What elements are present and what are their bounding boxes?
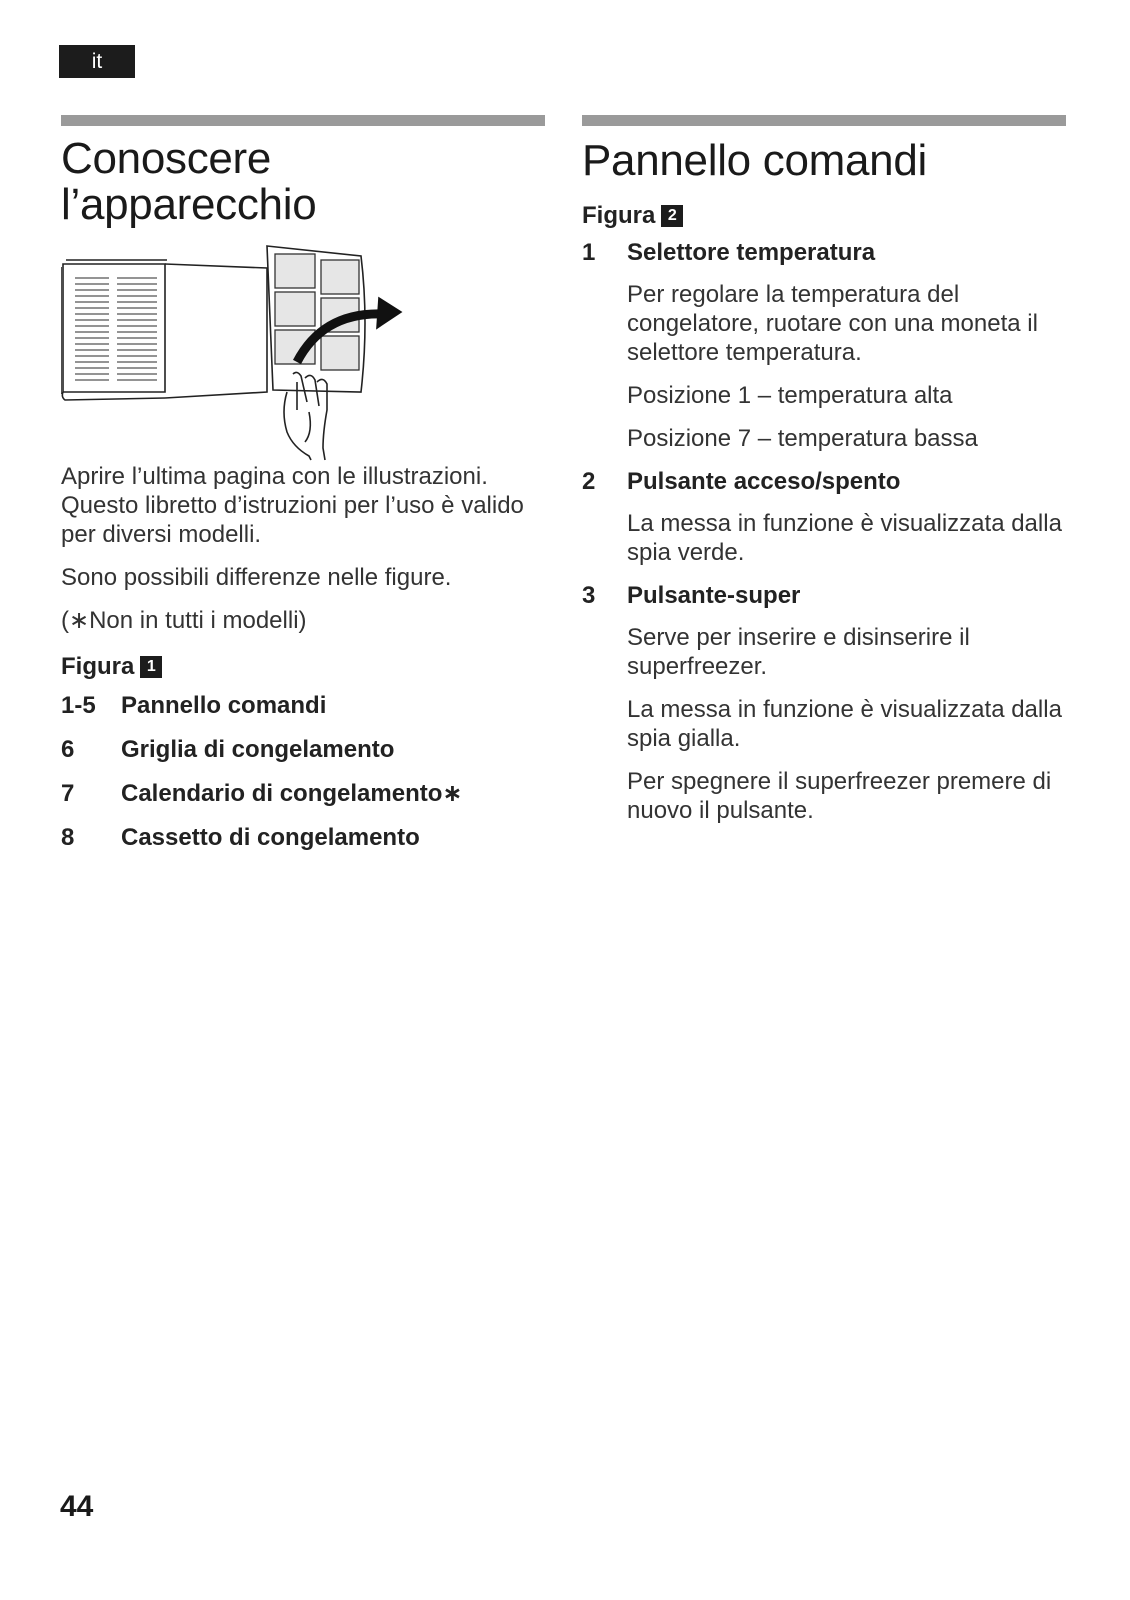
paragraph: La messa in funzione è visualizzata dalla spia verde. xyxy=(627,510,1062,566)
figure-label: Figura xyxy=(61,653,135,680)
list-item xyxy=(61,823,541,852)
item-label: Pulsante acceso/spento xyxy=(627,468,901,495)
intro-text: Aprire l’ultima pagina con le illustrazioni. Questo libretto d’istruzioni per l’uso è valido per diversi modelli. xyxy=(61,463,524,548)
item-number: 7 xyxy=(61,780,75,807)
list-item xyxy=(61,735,541,764)
paragraph: Posizione 1 – temperatura alta xyxy=(627,382,953,409)
list-item xyxy=(61,691,541,720)
control-description xyxy=(582,623,1062,825)
title-line-2: l’apparecchio xyxy=(61,180,317,229)
control-description xyxy=(582,280,1062,453)
item-number: 1-5 xyxy=(61,692,96,719)
control-heading xyxy=(582,467,1062,496)
figures-note: Sono possibili differenze nelle figure. xyxy=(61,564,452,591)
paragraph: Per spegnere il superfreezer premere di nuovo il pulsante. xyxy=(627,768,1052,824)
item-number: 2 xyxy=(582,468,596,495)
control-heading xyxy=(582,238,1062,267)
list-item xyxy=(61,779,541,808)
item-number: 6 xyxy=(61,736,75,763)
section-rule-left xyxy=(61,115,545,126)
page-number: 44 xyxy=(60,1490,94,1523)
open-booklet-illustration xyxy=(61,242,421,462)
left-column xyxy=(61,126,541,867)
control-description xyxy=(582,509,1062,567)
item-label: Selettore temperatura xyxy=(627,239,876,266)
asterisk-note: (∗Non in tutti i modelli) xyxy=(61,607,307,634)
item-number: 8 xyxy=(61,824,75,851)
paragraph: La messa in funzione è visualizzata dalla spia gialla. xyxy=(627,696,1062,752)
item-label: Cassetto di congelamento xyxy=(121,824,420,851)
right-column xyxy=(582,126,1062,839)
item-label: Griglia di congelamento xyxy=(121,736,395,763)
language-badge: it xyxy=(59,45,135,78)
item-label: Pulsante-super xyxy=(627,582,801,609)
item-label: Calendario di congelamento∗ xyxy=(121,780,463,807)
item-number: 3 xyxy=(582,582,596,609)
figure-label: Figura xyxy=(582,202,656,229)
paragraph: Serve per inserire e disinserire il superfreezer. xyxy=(627,624,970,680)
section-title-right: Pannello comandi xyxy=(582,136,927,185)
item-number: 1 xyxy=(582,239,596,266)
section-rule-right xyxy=(582,115,1066,126)
item-label: Pannello comandi xyxy=(121,692,327,719)
paragraph: Posizione 7 – temperatura bassa xyxy=(627,425,978,452)
figure-reference-2 xyxy=(582,202,1062,230)
figure-number-badge: 2 xyxy=(661,205,683,227)
control-heading xyxy=(582,581,1062,610)
section-title-left xyxy=(61,136,541,228)
paragraph: Per regolare la temperatura del congelatore, ruotare con una moneta il selettore temperatura. xyxy=(627,281,1038,366)
figure-number-badge: 1 xyxy=(140,656,162,678)
figure-reference-1 xyxy=(61,653,541,681)
title-line-1: Conoscere xyxy=(61,134,272,183)
